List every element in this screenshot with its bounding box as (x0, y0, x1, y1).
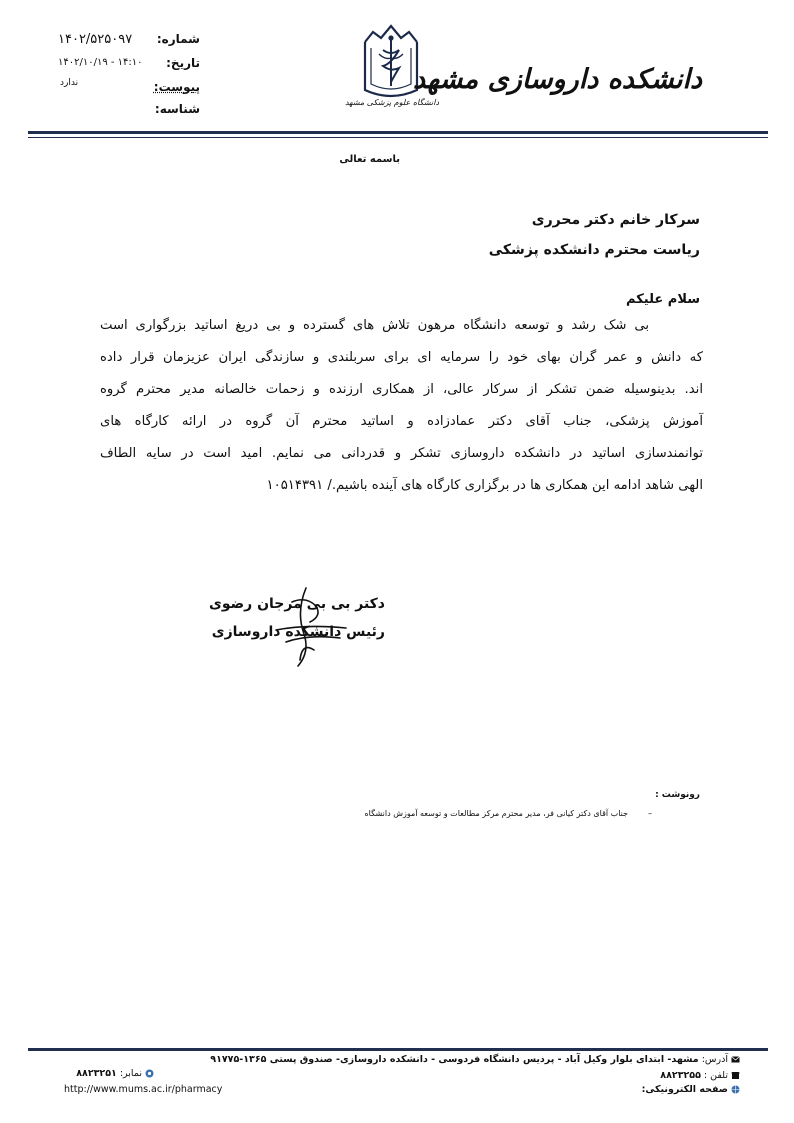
cc-label: رونوشت : (655, 790, 700, 800)
id-label: شناسه: (154, 102, 200, 116)
cc-item: جناب آقای دکتر کیانی فر، مدیر محترم مرکز مطالعات و توسعه آموزش دانشگاه (364, 809, 628, 818)
fax-label: نمابر: (119, 1068, 142, 1079)
footer-phone (600, 1070, 740, 1081)
web-label: صفحه الکترونیکی: (641, 1084, 728, 1095)
signature-scribble-icon (236, 582, 376, 672)
date-label: تاریخ: (166, 56, 200, 70)
attachment-label: پیوست: (153, 80, 200, 94)
footer-address (210, 1054, 740, 1065)
footer-web-label-row (600, 1084, 740, 1095)
fax-icon (145, 1069, 154, 1078)
footer-rule (28, 1048, 768, 1051)
greeting: سلام علیکم (626, 292, 700, 307)
body-line: اند. بدینوسیله ضمن تشکر از سرکار عالی، از همکاری ارزنده و زحمات خالصانه مدیر محترم گروه (100, 382, 703, 397)
faculty-name: دانشکده داروسازی مشهد (413, 64, 702, 95)
website-link[interactable]: http://www.mums.ac.ir/pharmacy (64, 1084, 223, 1095)
invocation: باسمه تعالی (339, 154, 400, 165)
signatory-name: دکتر بی بی مرجان رضوی (209, 596, 385, 612)
recipient-title: ریاست محترم دانشکده پزشکی (488, 242, 700, 258)
phone-value: ۸۸۲۳۲۵۵ (660, 1070, 701, 1081)
body-line: آموزش پزشکی، جناب آقای دکتر عمادزاده و اساتید محترم آن گروه در ارائه کارگاه های (100, 414, 703, 429)
letter-date: ۱۴۰۲/۱۰/۱۹ - ۱۴:۱۰ (58, 57, 143, 68)
footer-fax (64, 1068, 154, 1079)
fax-value: ۸۸۲۳۲۵۱ (76, 1068, 117, 1079)
logo-caption: دانشگاه علوم پزشکی مشهد (344, 98, 440, 107)
globe-icon (731, 1085, 740, 1094)
header-rule-thick (28, 131, 768, 134)
phone-label: تلفن : (703, 1070, 728, 1081)
signatory-title: رئیس دانشکده داروسازی (211, 624, 385, 640)
attachment-value: ندارد (60, 78, 79, 88)
handwritten-signature (236, 582, 376, 672)
body-line: بی شک رشد و توسعه دانشگاه مرهون تلاش های گسترده و بی دریغ اساتید بزرگواری است (100, 318, 649, 333)
letter-body (100, 310, 703, 502)
cc-bullet: – (648, 809, 652, 818)
number-label: شماره: (156, 32, 200, 46)
body-line: الهی شاهد ادامه این همکاری ها در برگزاری کارگاه های آینده باشیم./ ۱۰۵۱۴۳۹۱ (266, 478, 703, 493)
recipient-name: سرکار خانم دکتر محرری (531, 212, 700, 228)
address-label: آدرس: (701, 1054, 728, 1065)
envelope-icon (731, 1055, 740, 1064)
phone-icon (731, 1071, 740, 1080)
letter-number: ۱۴۰۲/۵۲۵۰۹۷ (58, 32, 133, 47)
header-rule-thin (28, 137, 768, 138)
body-line: که دانش و عمر گران بهای خود را سرمایه ای برای سربلندی و سازندگی ایران عزیزمان قرار داده (100, 350, 703, 365)
address-value: مشهد- ابتدای بلوار وکیل آباد - پردیس دانشگاه فردوسی - دانشکده داروسازی- صندوق پستی ۱۳۶۵-۹۱۷۷۵ (210, 1054, 699, 1065)
body-line: توانمندسازی اساتید در دانشکده داروسازی تشکر و قدردانی می نمایم. امید است در سایه الطاف (100, 446, 703, 461)
